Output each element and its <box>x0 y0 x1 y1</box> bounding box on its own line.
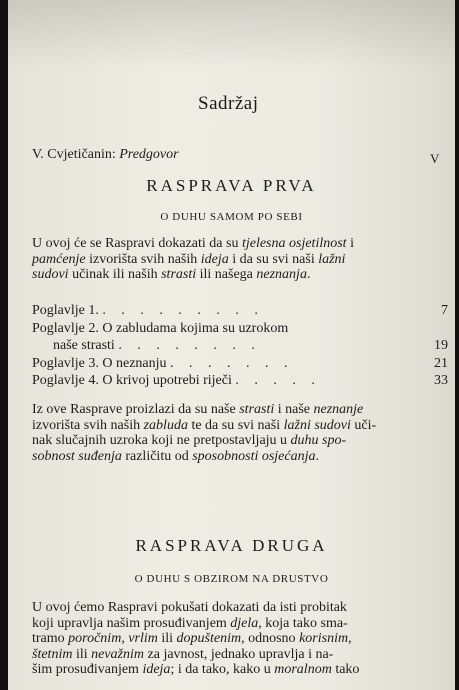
text-run: tramo <box>32 631 69 646</box>
text-run: za javnost, jednako upravlja i na- <box>144 646 334 662</box>
part2-intro <box>32 600 432 678</box>
text-run: ; i da tako, kako u <box>170 662 275 677</box>
italic-run: poročnim <box>68 631 122 646</box>
toc-row <box>32 302 448 320</box>
italic-run: sudovi <box>32 267 69 282</box>
text-line <box>32 433 432 449</box>
toc-row <box>32 355 448 373</box>
toc-leader: . . . . . . . <box>170 355 294 371</box>
part1-toc <box>32 302 448 390</box>
italic-run: lažni sudovi <box>283 417 351 433</box>
page-shadow <box>8 0 455 70</box>
toc-label: naše strasti <box>32 338 115 353</box>
toc-label: Poglavlje 4. O krivoj upotrebi riječi <box>32 373 232 388</box>
text-line <box>32 631 432 647</box>
italic-run: moralnom <box>274 662 332 677</box>
toc-leader: . . . . . . . . <box>118 338 261 353</box>
text-run: učinak ili naših <box>68 267 162 282</box>
part1-heading: RASPRAVA PRVA <box>146 176 317 195</box>
text-run: tako <box>331 662 360 677</box>
italic-run: neznanje <box>313 402 364 417</box>
text-run: izvorišta svih naših <box>85 251 201 267</box>
italic-run: duhu spo- <box>290 433 347 448</box>
text-run: i da su svi naši <box>228 251 319 267</box>
toc-label: Poglavlje 2. O zabludama kojima su uzrokom <box>32 320 289 336</box>
text-line <box>32 616 432 632</box>
part1-subheading: O DUHU SAMOM PO SEBI <box>160 211 303 223</box>
text-line <box>32 252 432 268</box>
italic-run: korisnim <box>299 631 349 646</box>
text-line <box>32 662 432 678</box>
italic-run: nevažnim <box>91 646 145 662</box>
text-line <box>32 449 432 465</box>
toc-page: 19 <box>434 338 448 353</box>
text-line <box>32 236 432 252</box>
italic-run: štetnim <box>32 646 73 662</box>
italic-run: pamćenje <box>32 251 86 267</box>
toc-page: 21 <box>434 355 448 371</box>
text-run: , odnosno <box>241 631 300 646</box>
italic-run: tjelesna osjetilnost <box>241 236 347 251</box>
toc-label: Poglavlje 3. O neznanju <box>32 355 167 371</box>
text-run: Iz ove Rasprave proizlazi da su naše <box>32 402 240 417</box>
toc-row <box>32 337 448 355</box>
text-run: šim prosuđivanjem <box>32 662 143 677</box>
italic-run: sobnost suđenja <box>32 448 122 464</box>
page-title: Sadržaj <box>198 93 259 114</box>
text-run: ili <box>72 646 92 662</box>
toc-leader: . . . . . <box>235 373 321 388</box>
preface-author: V. Cvjetičanin: <box>32 147 116 162</box>
text-run: izvorišta svih naših <box>32 417 144 433</box>
italic-run: sposobnosti osjećanja <box>192 448 316 464</box>
text-run: , <box>121 631 129 646</box>
italic-run: djela <box>230 615 259 631</box>
text-run: nak slučajnih uzroka koji ne pretpostavljaju u <box>32 433 291 448</box>
preface-entry <box>32 147 179 163</box>
text-run: koji upravlja našim prosuđivanjem <box>32 615 231 631</box>
italic-run: ideja <box>142 662 171 677</box>
toc-page: 33 <box>434 373 448 388</box>
italic-run: neznanja <box>256 267 307 282</box>
text-line <box>32 402 432 418</box>
text-line <box>32 647 432 663</box>
italic-run: zabluda <box>143 417 188 433</box>
toc-label: Poglavlje 1. <box>32 303 99 318</box>
toc-leader: . . . . . . . . . <box>102 303 264 318</box>
italic-run: vrlim <box>128 631 158 646</box>
text-run: ili <box>157 631 177 646</box>
italic-run: lažni <box>318 251 346 267</box>
text-run: te da su svi naši <box>187 417 284 433</box>
text-run: uči- <box>350 417 377 433</box>
text-run: . <box>306 267 311 282</box>
text-run: U ovoj ćemo Raspravi pokušati dokazati da isti probitak <box>32 600 347 615</box>
text-run: ili našega <box>196 267 257 282</box>
text-line <box>32 267 432 283</box>
toc-row <box>32 372 448 390</box>
text-line <box>32 418 432 434</box>
text-run: . <box>315 448 319 464</box>
part2-heading: RASPRAVA DRUGA <box>135 536 328 555</box>
italic-run: strasti <box>161 267 197 282</box>
text-line <box>32 600 432 616</box>
text-run: i naše <box>274 402 314 417</box>
part1-intro <box>32 236 432 283</box>
part2-subheading: O DUHU S OBZIROM NA DRUSTVO <box>134 573 329 585</box>
italic-run: ideja <box>200 251 229 267</box>
text-run: i <box>346 236 354 251</box>
italic-run: dopuštenim <box>176 631 242 646</box>
preface-title: Predgovor <box>119 147 179 162</box>
part1-conclusion <box>32 402 432 464</box>
italic-run: strasti <box>239 402 275 417</box>
text-run: različitu od <box>121 448 193 464</box>
text-run: U ovoj će se Raspravi dokazati da su <box>32 236 242 251</box>
preface-page: V <box>430 151 440 166</box>
text-run: , <box>348 631 352 646</box>
toc-row <box>32 320 448 338</box>
text-run: , koja tako sma- <box>258 615 348 631</box>
book-page <box>8 0 455 690</box>
toc-page: 7 <box>441 303 448 318</box>
